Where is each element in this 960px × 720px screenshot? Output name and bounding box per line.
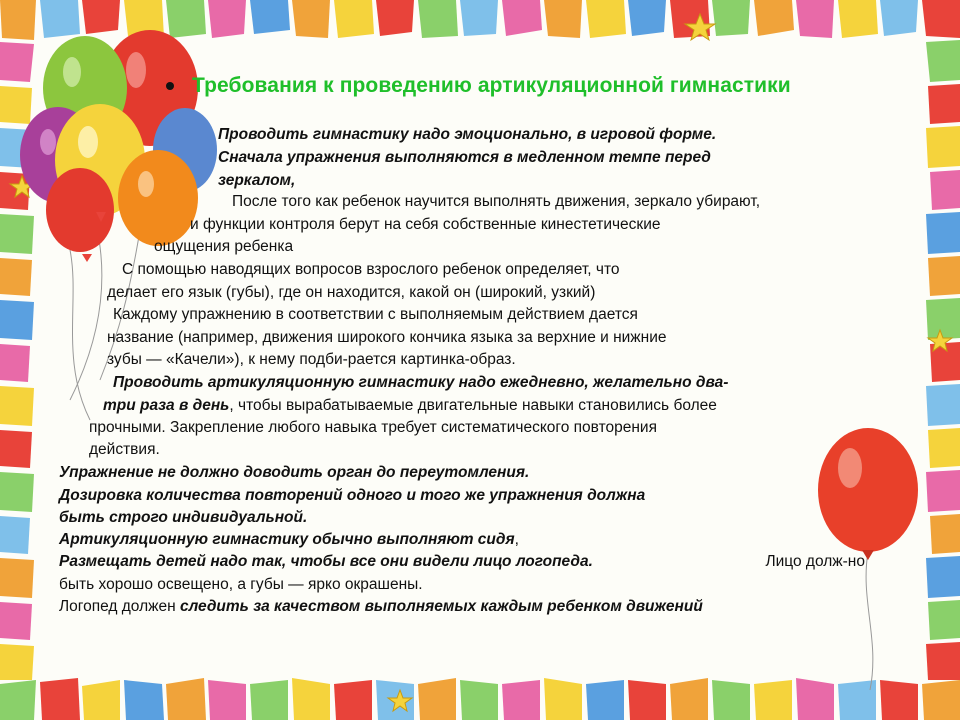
text-line: С помощью наводящих вопросов взрослого ребенок определяет, что	[122, 261, 620, 278]
text-line	[59, 598, 703, 616]
text-line: прочными. Закрепление любого навыка требует систематического повторения	[89, 419, 657, 436]
text-emphasis: следить за качеством выполняемых каждым ребенком движений	[179, 598, 703, 615]
text-line	[59, 531, 519, 549]
pennant-flag-icon	[926, 40, 960, 680]
text-line: Сначала упражнения выполняются в медленном темпе перед	[218, 149, 711, 166]
text-span: ,	[514, 531, 519, 548]
text-emphasis: Размещать детей надо так, чтобы все они видели лицо логопеда.	[59, 553, 593, 570]
text-emphasis: Артикуляционную гимнастику обычно выполняют сидя	[59, 531, 515, 548]
text-line: быть строго индивидуальной.	[59, 509, 308, 526]
text-line: быть хорошо освещено, а губы — ярко окрашены.	[59, 576, 423, 593]
text-line: делает его язык (губы), где он находится, какой он (широкий, узкий)	[107, 284, 596, 301]
slide-title: Требования к проведению артикуляционной гимнастики	[192, 74, 791, 97]
text-span: , чтобы вырабатываемые двигательные навыки становились более	[229, 397, 717, 414]
text-line	[59, 553, 865, 571]
pennant-flag-icon	[0, 678, 960, 720]
text-line: и функции контроля берут на себя собственные кинестетические	[190, 216, 661, 233]
text-line: Дозировка количества повторений одного и того же упражнения должна	[59, 487, 646, 504]
text-line: ощущения ребенка	[154, 238, 294, 255]
text-span: Логопед должен	[59, 598, 180, 615]
text-emphasis: три раза в день	[103, 397, 230, 414]
text-line: действия.	[89, 441, 160, 458]
bullet-dot-icon	[166, 82, 174, 90]
text-line: зеркалом,	[218, 172, 296, 189]
text-span: Лицо долж-но	[765, 553, 865, 570]
text-line	[103, 397, 717, 415]
text-line: После того как ребенок научится выполнять движения, зеркало убирают,	[232, 193, 761, 210]
text-line: Каждому упражнению в соответствии с выполняемым действием дается	[113, 306, 638, 323]
text-line: зубы — «Качели»), к нему подби-рается картинка-образ.	[107, 351, 516, 368]
text-line: Упражнение не должно доводить орган до переутомления.	[59, 464, 530, 481]
text-line: Проводить артикуляционную гимнастику надо ежедневно, желательно два-	[113, 374, 729, 391]
text-line: название (например, движения широкого кончика языка за верхние и нижние	[107, 329, 667, 346]
text-line: Проводить гимнастику надо эмоционально, в игровой форме.	[218, 126, 717, 143]
